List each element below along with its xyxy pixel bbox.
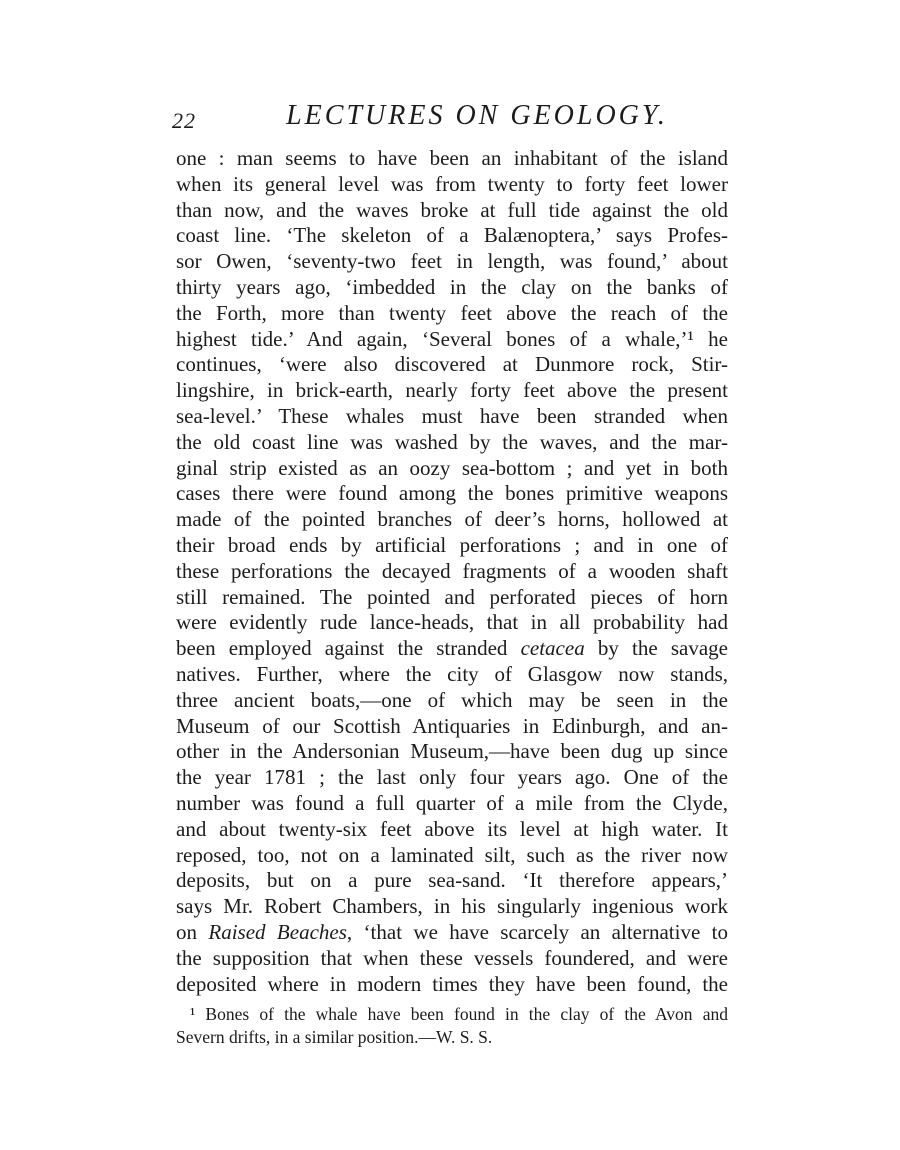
text-line: on Raised Beaches, ‘that we have scarcely an alternative to [176,919,729,944]
text-line: other in the Andersonian Museum,—have been dug up since [176,739,728,764]
text-line: sea-level.’ These whales must have been stranded when [176,403,728,428]
text-line: the supposition that when these vessels foundered, and were [176,945,728,970]
page-header [172,100,732,136]
text-line: coast line. ‘The skeleton of a Balænoptera,’ says Profes- [176,223,728,248]
running-title: LECTURES ON GEOLOGY. [286,100,668,131]
text-line: and about twenty-six feet above its level at high water. It [176,816,728,841]
text-line: cases there were found among the bones primitive weapons [176,481,728,506]
text-line: made of the pointed branches of deer’s horns, hollowed at [176,507,728,532]
text-line: reposed, too, not on a laminated silt, such as the river now [176,842,728,867]
footnote-line: Severn drifts, in a similar position.—W. S. S. [176,1027,493,1047]
body-text [176,146,728,997]
text-line: been employed against the stranded cetacea by the savage [176,636,728,661]
text-line: the Forth, more than twenty feet above the reach of the [176,300,728,325]
text-line: says Mr. Robert Chambers, in his singularly ingenious work [176,894,728,919]
text-line: the old coast line was washed by the waves, and the mar- [176,429,728,454]
text-line: their broad ends by artificial perforations ; and in one of [176,532,728,557]
text-line: sor Owen, ‘seventy-two feet in length, was found,’ about [176,249,728,274]
text-line: when its general level was from twenty to forty feet lower [176,171,728,196]
text-line: highest tide.’ And again, ‘Several bones of a whale,’¹ he [176,326,728,351]
text-line: lingshire, in brick-earth, nearly forty feet above the present [176,378,728,403]
text-line: three ancient boats,—one of which may be seen in the [176,687,728,712]
text-line: were evidently rude lance-heads, that in all probability had [176,610,728,635]
text-line: these perforations the decayed fragments of a wooden shaft [176,558,728,583]
footnote-line: ¹ Bones of the whale have been found in the clay of the Avon and [190,1004,728,1024]
text-line: ginal strip existed as an oozy sea-bottom ; and yet in both [176,455,728,480]
text-line: Museum of our Scottish Antiquaries in Edinburgh, and an- [176,713,728,738]
page-number: 22 [172,108,196,133]
footnote [176,1003,728,1049]
text-line: deposited where in modern times they have been found, the [176,971,728,996]
text-line: one : man seems to have been an inhabitant of the island [176,146,728,170]
text-line: the year 1781 ; the last only four years ago. One of the [176,765,728,790]
text-line: deposits, but on a pure sea-sand. ‘It therefore appears,’ [176,868,728,893]
text-line: than now, and the waves broke at full tide against the old [176,197,728,222]
text-line: still remained. The pointed and perforated pieces of horn [176,584,728,609]
text-line: natives. Further, where the city of Glasgow now stands, [176,661,728,686]
text-line: continues, ‘were also discovered at Dunmore rock, Stir- [176,352,728,377]
text-line: thirty years ago, ‘imbedded in the clay on the banks of [176,274,728,299]
text-line: number was found a full quarter of a mile from the Clyde, [176,790,728,815]
